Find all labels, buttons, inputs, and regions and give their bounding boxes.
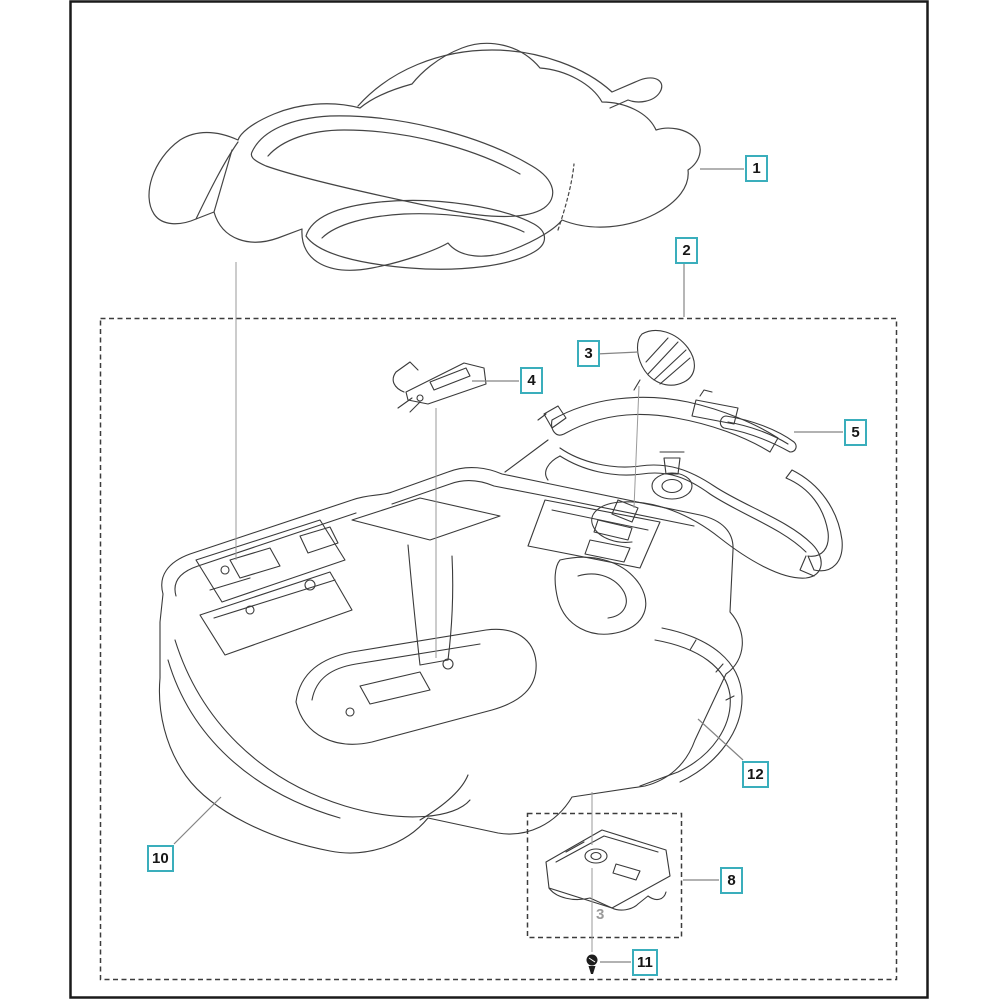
part-1-top-cover-drawing bbox=[149, 43, 700, 270]
part-callout-10[interactable]: 10 bbox=[147, 845, 174, 872]
callout-leader-lines bbox=[174, 169, 843, 962]
part-5-harness-drawing bbox=[538, 390, 842, 578]
part-callout-5[interactable]: 5 bbox=[844, 419, 867, 446]
part-callout-8[interactable]: 8 bbox=[720, 867, 743, 894]
part-8-cover-plate-drawing bbox=[546, 830, 670, 910]
part-8-dashed-box bbox=[528, 814, 682, 938]
part-11-screw-icon bbox=[587, 955, 598, 975]
part-3-leaf-drawing bbox=[634, 330, 694, 390]
part-callout-4[interactable]: 4 bbox=[520, 367, 543, 394]
part-callout-3[interactable]: 3 bbox=[577, 340, 600, 367]
part-callout-1[interactable]: 1 bbox=[745, 155, 768, 182]
part-12-rear-skirt-drawing bbox=[640, 628, 742, 786]
part-10-front-bumper-drawing bbox=[168, 640, 470, 820]
part-callout-2[interactable]: 2 bbox=[675, 237, 698, 264]
page-frame bbox=[71, 2, 928, 998]
part-callout-12[interactable]: 12 bbox=[742, 761, 769, 788]
part-callout-11[interactable]: 11 bbox=[632, 949, 658, 976]
leader-line-3 bbox=[596, 352, 638, 354]
chassis-drawing bbox=[159, 440, 742, 853]
part-2-assembly-dashed-box bbox=[101, 319, 897, 980]
leader-line-10 bbox=[174, 797, 221, 844]
quantity-note: 3 bbox=[596, 906, 605, 923]
part-4-bracket-drawing bbox=[393, 362, 486, 412]
